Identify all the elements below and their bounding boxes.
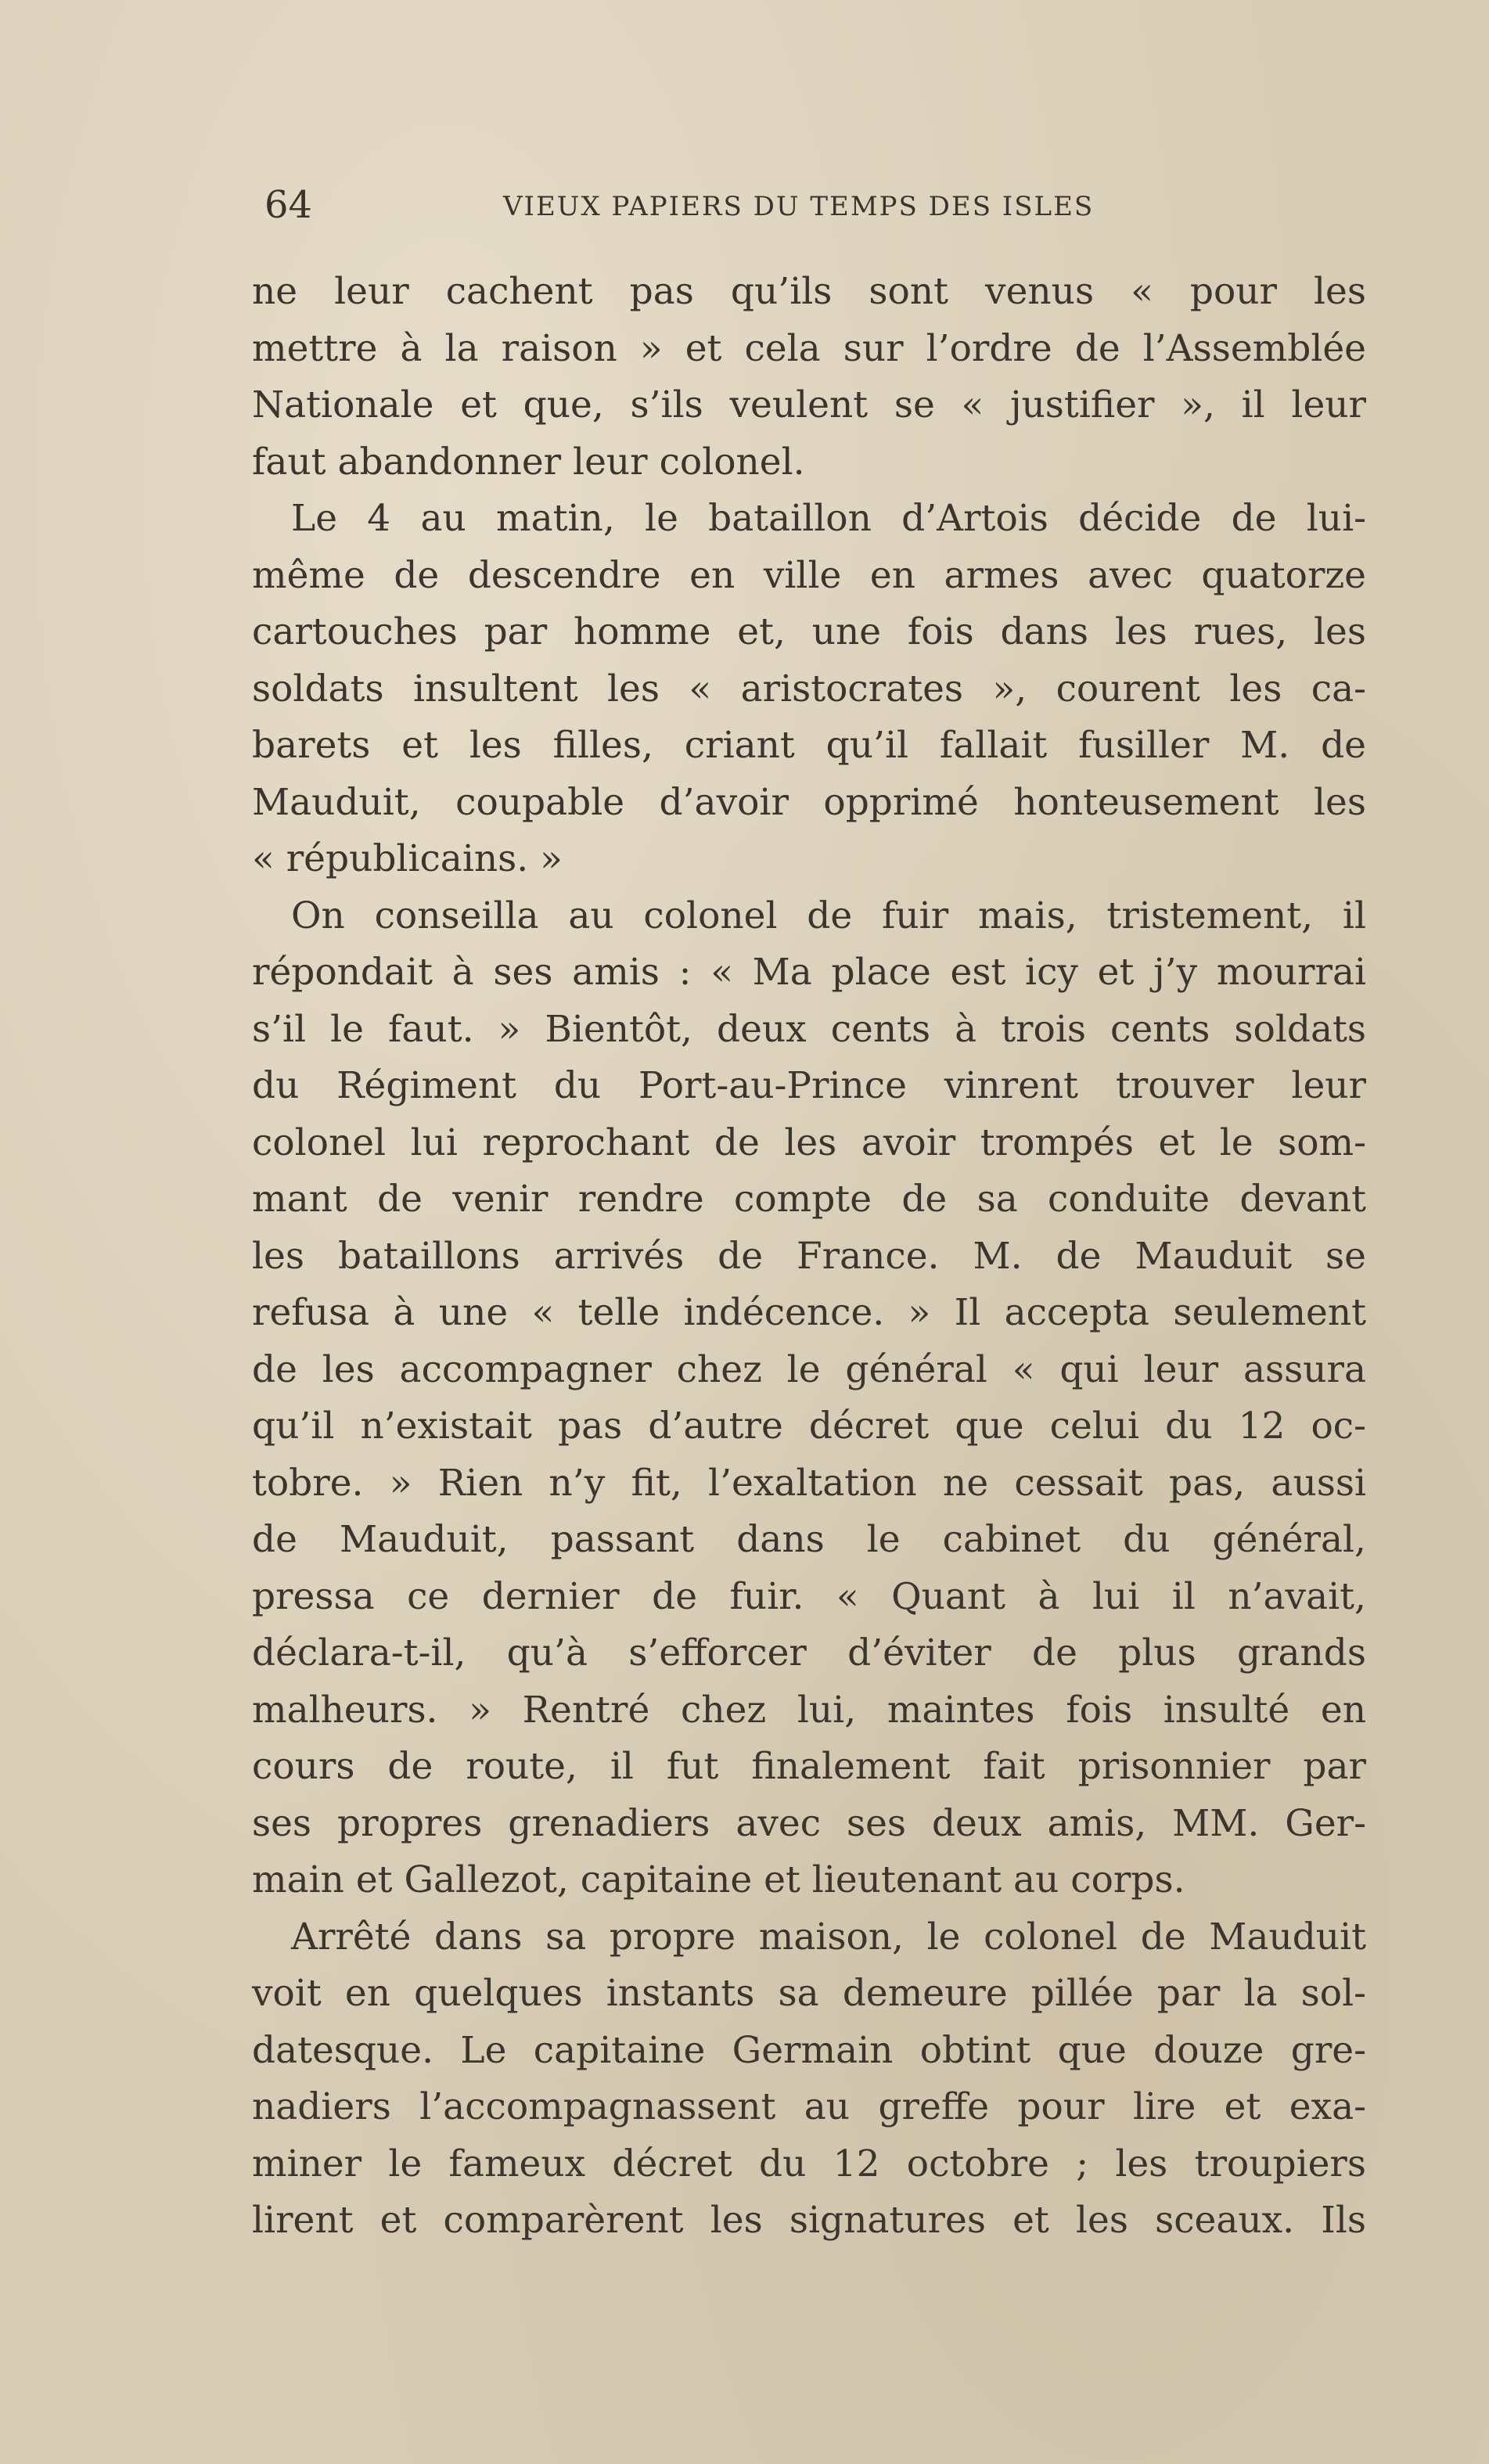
text-line: lirent et comparèrent les signatures et les sceaux. Ils — [252, 2199, 1366, 2242]
page-number: 64 — [264, 183, 313, 227]
text-line: qu’il n’existait pas d’autre décret que celui du 12 oc- — [252, 1405, 1366, 1448]
text-line: colonel lui reprochant de les avoir trompés et le som- — [252, 1120, 1366, 1164]
text-line: cartouches par homme et, une fois dans les rues, les — [252, 610, 1366, 653]
text-line: mettre à la raison » et cela sur l’ordre de l’Assemblée — [252, 326, 1366, 370]
text-line: voit en quelques instants sa demeure pillée par la sol- — [252, 1972, 1366, 2015]
text-line: déclara-t-il, qu’à s’efforcer d’éviter de plus grands — [252, 1631, 1366, 1674]
body-text — [252, 264, 1366, 2250]
text-line: Mauduit, coupable d’avoir opprimé honteusement les — [252, 780, 1366, 824]
text-line: refusa à une « telle indécence. » Il accepta seulement — [252, 1291, 1366, 1334]
text-line: datesque. Le capitaine Germain obtint que douze gre- — [252, 2028, 1366, 2072]
text-line: de Mauduit, passant dans le cabinet du général, — [252, 1518, 1366, 1561]
text-line: Nationale et que, s’ils veulent se « justifier », il leur — [252, 383, 1366, 426]
text-line: barets et les filles, criant qu’il fallait fusiller M. de — [252, 724, 1366, 767]
text-line: Le 4 au matin, le bataillon d’Artois décide de lui- — [291, 497, 1366, 540]
text-line: soldats insultent les « aristocrates », courent les ca- — [252, 667, 1366, 710]
text-line: les bataillons arrivés de France. M. de Mauduit se — [252, 1234, 1366, 1278]
text-line: de les accompagner chez le général « qui leur assura — [252, 1347, 1366, 1391]
text-line: mant de venir rendre compte de sa conduite devant — [252, 1178, 1366, 1221]
text-line: ne leur cachent pas qu’ils sont venus « pour les — [252, 270, 1366, 313]
text-line: On conseilla au colonel de fuir mais, tristement, il — [291, 894, 1366, 937]
text-line: malheurs. » Rentré chez lui, maintes fois insulté en — [252, 1688, 1366, 1732]
text-line: main et Gallezot, capitaine et lieutenant au corps. — [252, 1858, 1185, 1901]
text-line: Arrêté dans sa propre maison, le colonel de Mauduit — [291, 1915, 1366, 1959]
text-line: faut abandonner leur colonel. — [252, 440, 805, 484]
text-line: du Régiment du Port-au-Prince vinrent trouver leur — [252, 1064, 1366, 1107]
text-line: tobre. » Rien n’y fit, l’exaltation ne cessait pas, aussi — [252, 1461, 1366, 1505]
text-line: « républicains. » — [252, 837, 563, 880]
text-line: pressa ce dernier de fuir. « Quant à lui il n’avait, — [252, 1574, 1366, 1618]
text-line: cours de route, il fut finalement fait prisonnier par — [252, 1745, 1366, 1788]
text-line: s’il le faut. » Bientôt, deux cents à trois cents soldats — [252, 1007, 1366, 1051]
text-line: répondait à ses amis : « Ma place est icy et j’y mourrai — [252, 951, 1366, 994]
text-line: miner le fameux décret du 12 octobre ; les troupiers — [252, 2142, 1366, 2185]
page-header — [264, 182, 1365, 236]
text-line: nadiers l’accompagnassent au greffe pour lire et exa- — [252, 2085, 1366, 2128]
text-line: ses propres grenadiers avec ses deux amis, MM. Ger- — [252, 1801, 1366, 1845]
text-line: même de descendre en ville en armes avec quatorze — [252, 553, 1366, 597]
running-title: VIEUX PAPIERS DU TEMPS DES ISLES — [503, 191, 1095, 222]
